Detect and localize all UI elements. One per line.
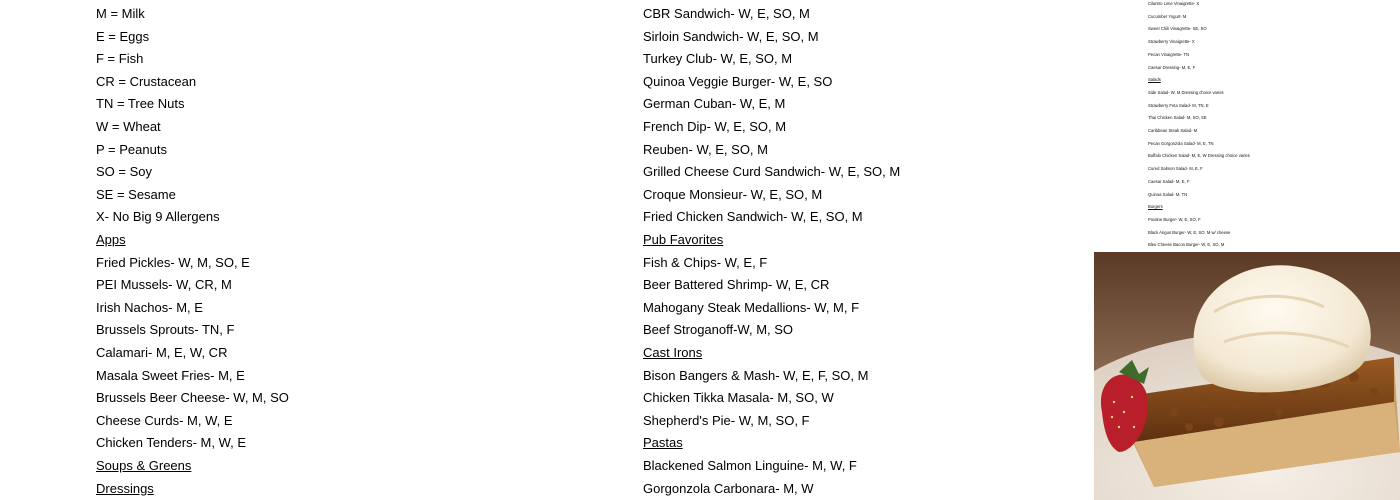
menu-item: Reuben- W, E, SO, M [643,141,768,157]
menu-item: Bison Bangers & Mash- W, E, F, SO, M [643,367,869,383]
menu-item: Pecan Gorgonzola Salad- M, E, TN [1148,140,1214,146]
menu-item: Sirloin Sandwich- W, E, SO, M [643,28,819,44]
menu-item: Fried Chicken Sandwich- W, E, SO, M [643,209,863,225]
menu-item: CBR Sandwich- W, E, SO, M [643,6,810,21]
menu-item: Caesar Dressing- M, E, F [1148,64,1196,70]
menu-item: Cured Salmon Salad- M, E, F [1148,166,1203,172]
menu-item: Gorgonzola Carbonara- M, W [643,480,814,496]
menu-item: Mahogany Steak Medallions- W, M, F [643,299,860,315]
menu-item: Black Angus Burger- W, E, SO, M w/ cheese [1148,229,1231,235]
menu-item: French Dip- W, E, SO, M [643,119,787,134]
menu-item: Beef Stroganoff-W, M, SO [643,322,794,338]
menu-item: CR = Crustacean [96,73,197,89]
section-heading: Cast Irons [643,345,703,360]
menu-item: Pecan Vinaigrette- TN [1148,51,1190,57]
menu-item: Masala Sweet Fries- M, E [96,367,245,383]
pecan-pie-photo [1094,252,1400,500]
menu-item: Strawberry Vinaigrette- X [1148,39,1195,45]
menu-item: Side Salad- W, M Dressing choice varies [1148,89,1224,95]
menu-item: Strawberry Feta Salad- M, TN, E [1148,102,1209,108]
menu-item: M = Milk [96,6,145,21]
menu-item: SO = Soy [96,164,152,180]
menu-item: Caesar Salad- M, E, F [1148,178,1190,184]
menu-item: Cucumber Yogurt- M [1148,13,1187,19]
menu-item: X- No Big 9 Allergens [96,209,220,225]
menu-item: PEI Mussels- W, CR, M [96,277,232,293]
menu-item: E = Eggs [96,28,150,44]
section-heading: Pastas [643,435,683,451]
menu-item: SE = Sesame [96,186,176,202]
section-heading: Apps [96,232,126,247]
menu-item: P = Peanuts [96,141,167,157]
menu-item: German Cuban- W, E, M [643,96,786,112]
menu-item: F = Fish [96,51,144,67]
menu-item: Brussels Beer Cheese- W, M, SO [96,390,289,406]
menu-item: Brussels Sprouts- TN, F [96,322,235,338]
menu-item: Beer Battered Shrimp- W, E, CR [643,277,830,293]
menu-item: Shepherd's Pie- W, M, SO, F [643,412,810,428]
menu-item: Bleu Cheese Bacon Burger- W, E, SO, M [1148,242,1225,248]
menu-item: Cheese Curds- M, W, E [96,412,233,428]
menu-item: Sweet Chili Vinaigrette- SE, SO [1148,26,1207,32]
menu-item: Quinoa Veggie Burger- W, E, SO [643,73,833,89]
menu-item: Chicken Tikka Masala- M, SO, W [643,390,834,406]
menu-item: Poutine Burger- W, E, SO, F [1148,216,1201,222]
section-heading: Pub Favorites [643,232,724,247]
menu-item: Caribbean Steak Salad- M [1148,128,1198,133]
menu-item: Grilled Cheese Curd Sandwich- W, E, SO, M [643,164,901,180]
menu-item: Fish & Chips- W, E, F [643,254,768,270]
menu-item: Croque Monsieur- W, E, SO, M [643,186,823,202]
menu-item: Calamari- M, E, W, CR [96,345,228,360]
section-heading: Soups & Greens [96,458,192,473]
menu-item: Quinoa Salad- M, TN [1148,191,1188,197]
menu-item: Fried Pickles- W, M, SO, E [96,254,250,270]
menu-item: Cilantro Lime Vinaigrette- X [1148,1,1200,6]
menu-item: Chicken Tenders- M, W, E [96,435,247,451]
section-heading: Burgers [1148,204,1163,210]
menu-item: Buffalo Chicken Salad- M, E, W Dressing choice varies [1148,153,1250,159]
section-heading: Salads [1148,77,1161,83]
section-heading: Dressings [96,480,154,496]
dressings-salads-burgers-column [1148,0,1398,252]
menu-item: Turkey Club- W, E, SO, M [643,51,793,67]
menu-item: Irish Nachos- M, E [96,299,203,315]
menu-item: W = Wheat [96,119,161,134]
menu-item: Thai Chicken Salad- M, SO, SE [1148,115,1207,121]
menu-item: Blackened Salmon Linguine- M, W, F [643,458,857,473]
menu-item: TN = Tree Nuts [96,96,185,112]
